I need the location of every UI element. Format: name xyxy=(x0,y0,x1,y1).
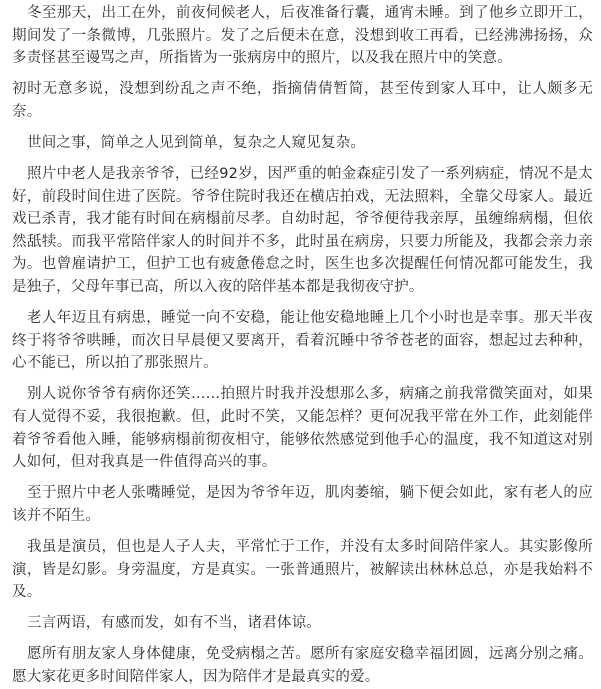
paragraph-smile: 别人说你爷爷有病你还笑……拍照片时我并没想那么多，病痛之前我常微笑面对，如果有人觉得不妥，我很抱歉。但，此时不笑，又能怎样？更何况我平常在外工作，此刻能伴着爷爷看他入睡，能够病榻前彻夜相守，能够依然感觉到他手心的温度，我不知道这对别人如何，但对我真是一件值得高兴的事。 xyxy=(12,386,593,471)
paragraph-open-mouth: 至于照片中老人张嘴睡觉，是因为爷爷年迈，肌肉萎缩，躺下便会如此，家有老人的应该并不陌生。 xyxy=(12,485,593,524)
paragraph-wishes: 愿所有朋友家人身体健康，免受病榻之苦。愿所有家庭安稳幸福团圆，远离分别之痛。愿大家花更多时间陪伴家人，因为陪伴才是最真实的爱。 xyxy=(12,646,593,685)
paragraph-closing-words: 三言两语，有感而发，如有不当，诸君体谅。 xyxy=(27,615,321,632)
paragraph-simple-complex: 世间之事，简单之人见到简单，复杂之人窥见复杂。 xyxy=(27,134,366,151)
paragraph-initial-silence: 初时无意多说，没想到纷乱之声不绝，指摘倩倩暂简，甚至传到家人耳中，让人颇多无奈。 xyxy=(12,81,593,120)
paragraph-sleep: 老人年迈且有病患，睡觉一向不安稳，能让他安稳地睡上几个小时也是幸事。那天半夜终于将爷爷哄睡，而次日早晨便又要离开，看着沉睡中爷爷苍老的面容，想起过去种种，心不能已，所以拍了那张照片。 xyxy=(12,310,593,372)
paragraph-actor: 我虽是演员，但也是人子人夫，平常忙于工作，并没有太多时间陪伴家人。其实影像所演，皆是幻影。身旁温度，方是真实。一张普通照片，被解读出林林总总，亦是我始料不及。 xyxy=(12,538,593,601)
paragraph-winter-solstice: 冬至那天，出工在外，前夜伺候老人，后夜准备行囊，通宵未睡。到了他乡立即开工，期间发了一条微博，几张照片。发了之后便未在意，没想到收工再看，已经沸沸扬扬，众多责怪甚至谩骂之声，所指皆为一张病房中的照片，以及我在照片中的笑意。 xyxy=(12,5,593,67)
paragraph-grandfather: 照片中老人是我亲爷爷，已经92岁，因严重的帕金森症引发了一系列病症，情况不是太好，前段时间住进了医院。爷爷住院时我还在横店拍戏，无法照料，全靠父母家人。最近戏已杀青，我才能有时间在病榻前尽孝。自幼时起，爷爷便待我亲厚，虽缠绵病榻，但依然舐犊。而我平常陪伴家人的时间并不多，此时虽在病房，只要力所能及，我都会亲力亲为。也曾雇请护工，但护工也有疲惫倦怠之时，医生也多次提醒任何情况都可能发生，我是独子，父母年事已高，所以入夜的陪伴基本都是我彻夜守护。 xyxy=(12,166,593,296)
